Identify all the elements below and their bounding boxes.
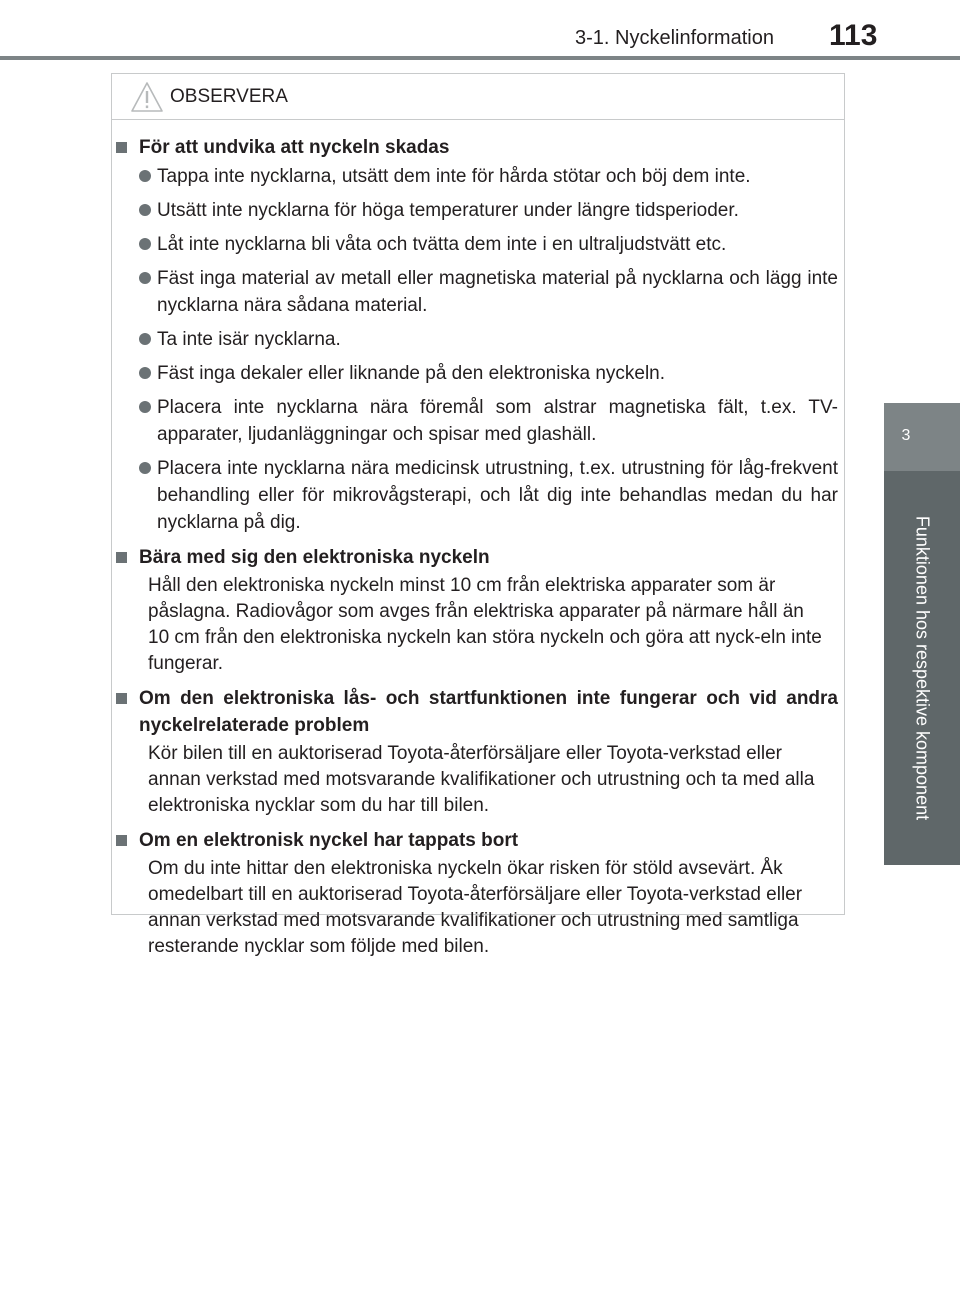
- section-heading-text: Bära med sig den elektroniska nyckeln: [139, 547, 490, 568]
- dot-bullet-icon: [139, 462, 151, 474]
- square-bullet-icon: [116, 835, 127, 846]
- list-item-text: Ta inte isär nycklarna.: [157, 329, 341, 350]
- list-item-text: Fäst inga dekaler eller liknande på den elektroniska nyckeln.: [157, 363, 666, 384]
- list-item: [112, 392, 844, 448]
- section-heading: [112, 685, 844, 739]
- list-item-text: Placera inte nycklarna nära föremål som alstrar magnetiska fält, t.ex. TV-apparater, ljudanläggningar och spisar med glashäll.: [157, 397, 838, 445]
- list-item: [112, 161, 844, 190]
- section-heading-text: För att undvika att nyckeln skadas: [139, 137, 450, 158]
- dot-bullet-icon: [139, 272, 151, 284]
- list-item: [112, 195, 844, 224]
- list-item-text: Tappa inte nycklarna, utsätt dem inte för hårda stötar och böj dem inte.: [157, 166, 751, 187]
- dot-bullet-icon: [139, 333, 151, 345]
- list-item: [112, 263, 844, 319]
- section-heading-text: Om den elektroniska lås- och startfunktionen inte fungerar och vid andra nyckelrelaterade problem: [139, 688, 838, 736]
- section-heading: [112, 827, 844, 854]
- dot-bullet-icon: [139, 170, 151, 182]
- page-number: 113: [829, 19, 878, 52]
- chapter-tab: [884, 403, 960, 471]
- dot-bullet-icon: [139, 238, 151, 250]
- list-item-text: Placera inte nycklarna nära medicinsk utrustning, t.ex. utrustning för låg-frekvent behandling eller för mikrovågsterapi, och låt dig inte behandlas medan du har nycklarna på dig.: [157, 458, 838, 533]
- list-item: [112, 229, 844, 258]
- chapter-title: Funktionen hos respektive komponent: [912, 515, 933, 821]
- notice-section: [112, 544, 844, 677]
- section-heading-text: Om en elektronisk nyckel har tappats bort: [139, 830, 519, 851]
- square-bullet-icon: [116, 693, 127, 704]
- notice-content: [112, 134, 844, 968]
- notice-section: [112, 827, 844, 960]
- list-item: [112, 324, 844, 353]
- dot-bullet-icon: [139, 367, 151, 379]
- chapter-number: 3: [901, 427, 911, 444]
- square-bullet-icon: [116, 142, 127, 153]
- header-rule: [0, 56, 960, 60]
- section-title: 3-1. Nyckelinformation: [575, 27, 774, 49]
- notice-section: [112, 134, 844, 536]
- section-paragraph: Om du inte hittar den elektroniska nyckeln ökar risken för stöld avsevärt. Åk omedelbart till en auktoriserad Toyota-återförsäljare eller Toyota-verkstad eller annan verkstad med motsvarande kvalifikationer och utrustning med samtliga resterande nycklar som följde med bilen.: [148, 858, 803, 957]
- warning-triangle-icon: [130, 81, 164, 113]
- dot-bullet-icon: [139, 401, 151, 413]
- notice-header: [112, 74, 844, 120]
- list-item: [112, 453, 844, 536]
- list-item-text: Låt inte nycklarna bli våta och tvätta dem inte i en ultraljudstvätt etc.: [157, 234, 727, 255]
- notice-box: [111, 73, 845, 957]
- list-item-text: Fäst inga material av metall eller magnetiska material på nycklarna och lägg inte nycklarna nära sådana material.: [157, 268, 838, 316]
- list-item-text: Utsätt inte nycklarna för höga temperaturer under längre tidsperioder.: [157, 200, 739, 221]
- notice-title: OBSERVERA: [170, 86, 288, 107]
- section-heading: [112, 544, 844, 571]
- section-paragraph: Håll den elektroniska nyckeln minst 10 cm från elektriska apparater som är påslagna. Radiovågor som avges från elektriska apparater på närmare håll än 10 cm från den elektroniska nyckeln kan störa nyckeln och göra att nyck-eln inte fungerar.: [148, 575, 822, 674]
- section-heading: [112, 134, 844, 161]
- notice-section: [112, 685, 844, 819]
- section-paragraph: Kör bilen till en auktoriserad Toyota-återförsäljare eller Toyota-verkstad eller annan verkstad med motsvarande kvalifikationer och utrustning och ta med alla elektroniska nycklar som du har till bilen.: [148, 743, 815, 816]
- chapter-label-container: [884, 471, 960, 865]
- list-item: [112, 358, 844, 387]
- square-bullet-icon: [116, 552, 127, 563]
- dot-bullet-icon: [139, 204, 151, 216]
